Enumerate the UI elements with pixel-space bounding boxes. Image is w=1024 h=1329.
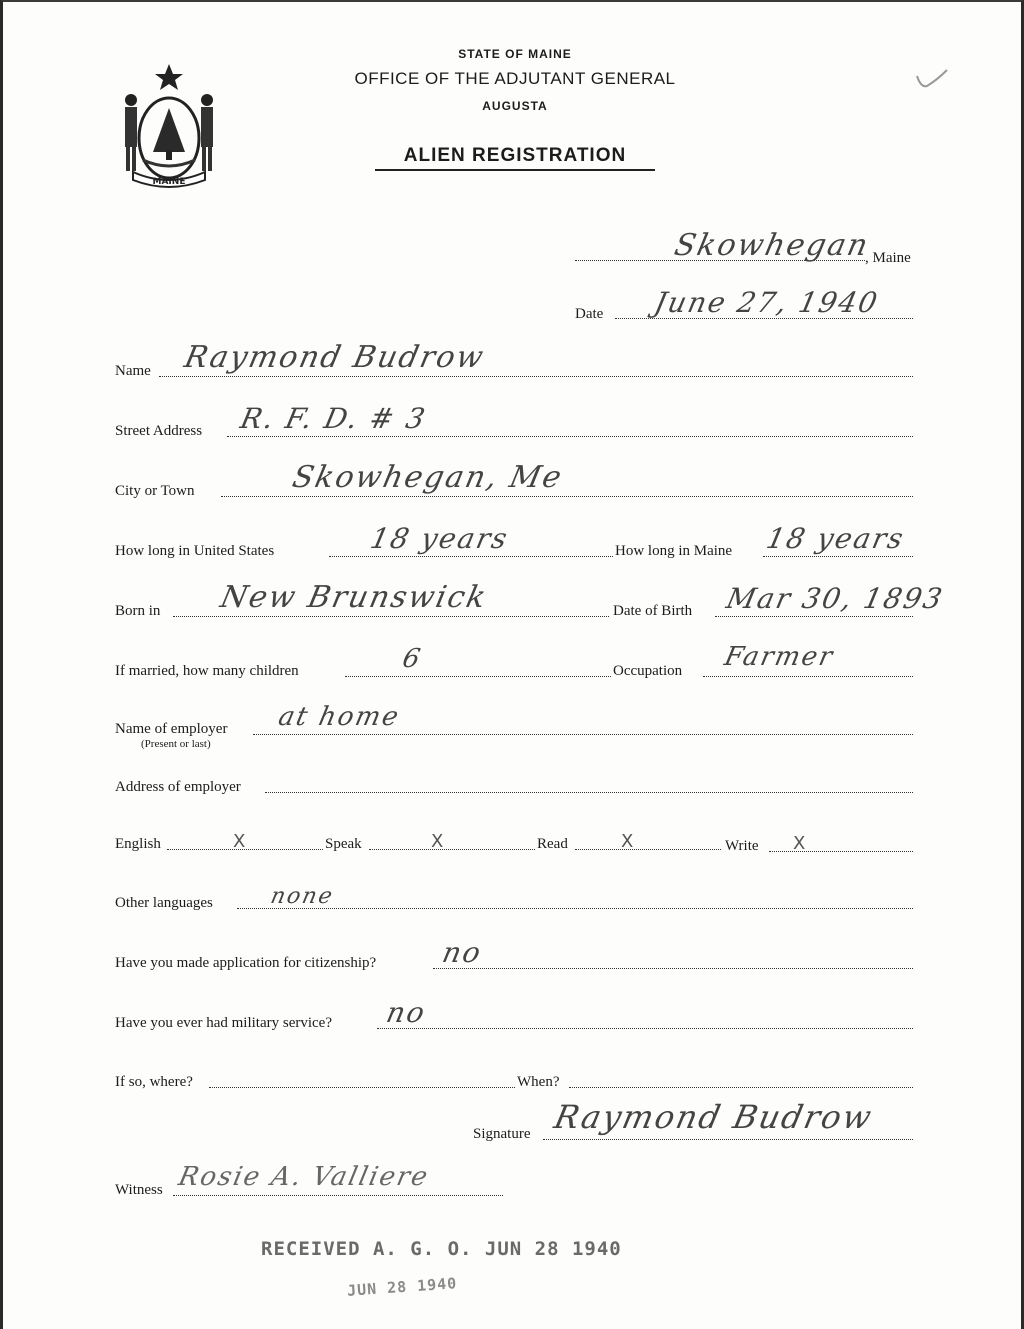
children-line [345, 674, 611, 677]
speak-label: Speak [325, 836, 362, 852]
name-label: Name [115, 363, 151, 379]
read-label: Read [537, 836, 568, 852]
occupation-value: Farmer [721, 642, 837, 672]
street-label: Street Address [115, 423, 203, 439]
military-label: Have you ever had military service? [115, 1015, 332, 1031]
read-line [575, 847, 721, 850]
seal-text: MAINE [152, 177, 186, 187]
signature-label: Signature [473, 1126, 531, 1142]
form-title: ALIEN REGISTRATION [403, 145, 627, 166]
english-mark: X [233, 831, 246, 852]
speak-line [369, 847, 535, 850]
citizenship-value: no [439, 936, 486, 969]
town-value: Skowhegan [671, 228, 873, 263]
write-line [769, 849, 913, 852]
employer-label: Name of employer [115, 721, 228, 737]
occupation-label: Occupation [613, 663, 683, 679]
citizenship-label: Have you made application for citizenship? [115, 955, 377, 971]
military-line [377, 1026, 913, 1029]
when-line [569, 1085, 913, 1088]
us-time-label: How long in United States [115, 543, 275, 559]
employer-address-line [265, 790, 913, 793]
signature-line [543, 1137, 913, 1140]
write-label: Write [725, 838, 759, 854]
witness-line [173, 1193, 503, 1196]
date-label: Date [575, 306, 604, 322]
dob-value: Mar 30, 1893 [723, 582, 947, 615]
speak-mark: X [431, 831, 444, 852]
date-stamp: JUN 28 1940 [346, 1274, 458, 1300]
witness-label: Witness [115, 1182, 163, 1198]
witness-value: Rosie A. Valliere [175, 1162, 433, 1192]
write-mark: X [793, 833, 806, 854]
city-value: Skowhegan, Me [289, 460, 567, 495]
children-label: If married, how many children [115, 663, 299, 679]
other-languages-label: Other languages [115, 895, 213, 911]
maine-time-label: How long in Maine [615, 543, 733, 559]
header-state: STATE OF MAINE [458, 47, 572, 61]
employer-line [253, 732, 913, 735]
employer-note: (Present or last) [141, 738, 211, 750]
street-value: R. F. D. # 3 [237, 402, 430, 435]
children-value: 6 [399, 644, 425, 674]
us-time-value: 18 years [367, 522, 512, 555]
title-underline [375, 169, 655, 171]
city-label: City or Town [115, 483, 195, 499]
received-stamp: RECEIVED A. G. O. JUN 28 1940 [261, 1238, 622, 1260]
employer-value: at home [275, 702, 403, 732]
dob-label: Date of Birth [613, 603, 693, 619]
occupation-line [703, 674, 913, 677]
where-label: If so, where? [115, 1074, 193, 1090]
signature-value: Raymond Budrow [550, 1098, 877, 1136]
header-city: AUGUSTA [482, 99, 548, 113]
when-label: When? [517, 1074, 560, 1090]
other-languages-value: none [268, 884, 337, 909]
maine-label: , Maine [865, 250, 911, 266]
born-in-value: New Brunswick [217, 580, 491, 615]
born-in-label: Born in [115, 603, 161, 619]
other-languages-line [237, 906, 913, 909]
military-value: no [383, 996, 430, 1029]
date-value: June 27, 1940 [651, 286, 882, 319]
english-label: English [115, 836, 161, 852]
employer-address-label: Address of employer [115, 779, 241, 795]
maine-time-value: 18 years [763, 522, 908, 555]
header-office: OFFICE OF THE ADJUTANT GENERAL [354, 69, 676, 88]
read-mark: X [621, 831, 634, 852]
checkmark-icon [915, 68, 949, 92]
where-line [209, 1085, 515, 1088]
name-value: Raymond Budrow [181, 340, 489, 375]
citizenship-line [433, 966, 913, 969]
